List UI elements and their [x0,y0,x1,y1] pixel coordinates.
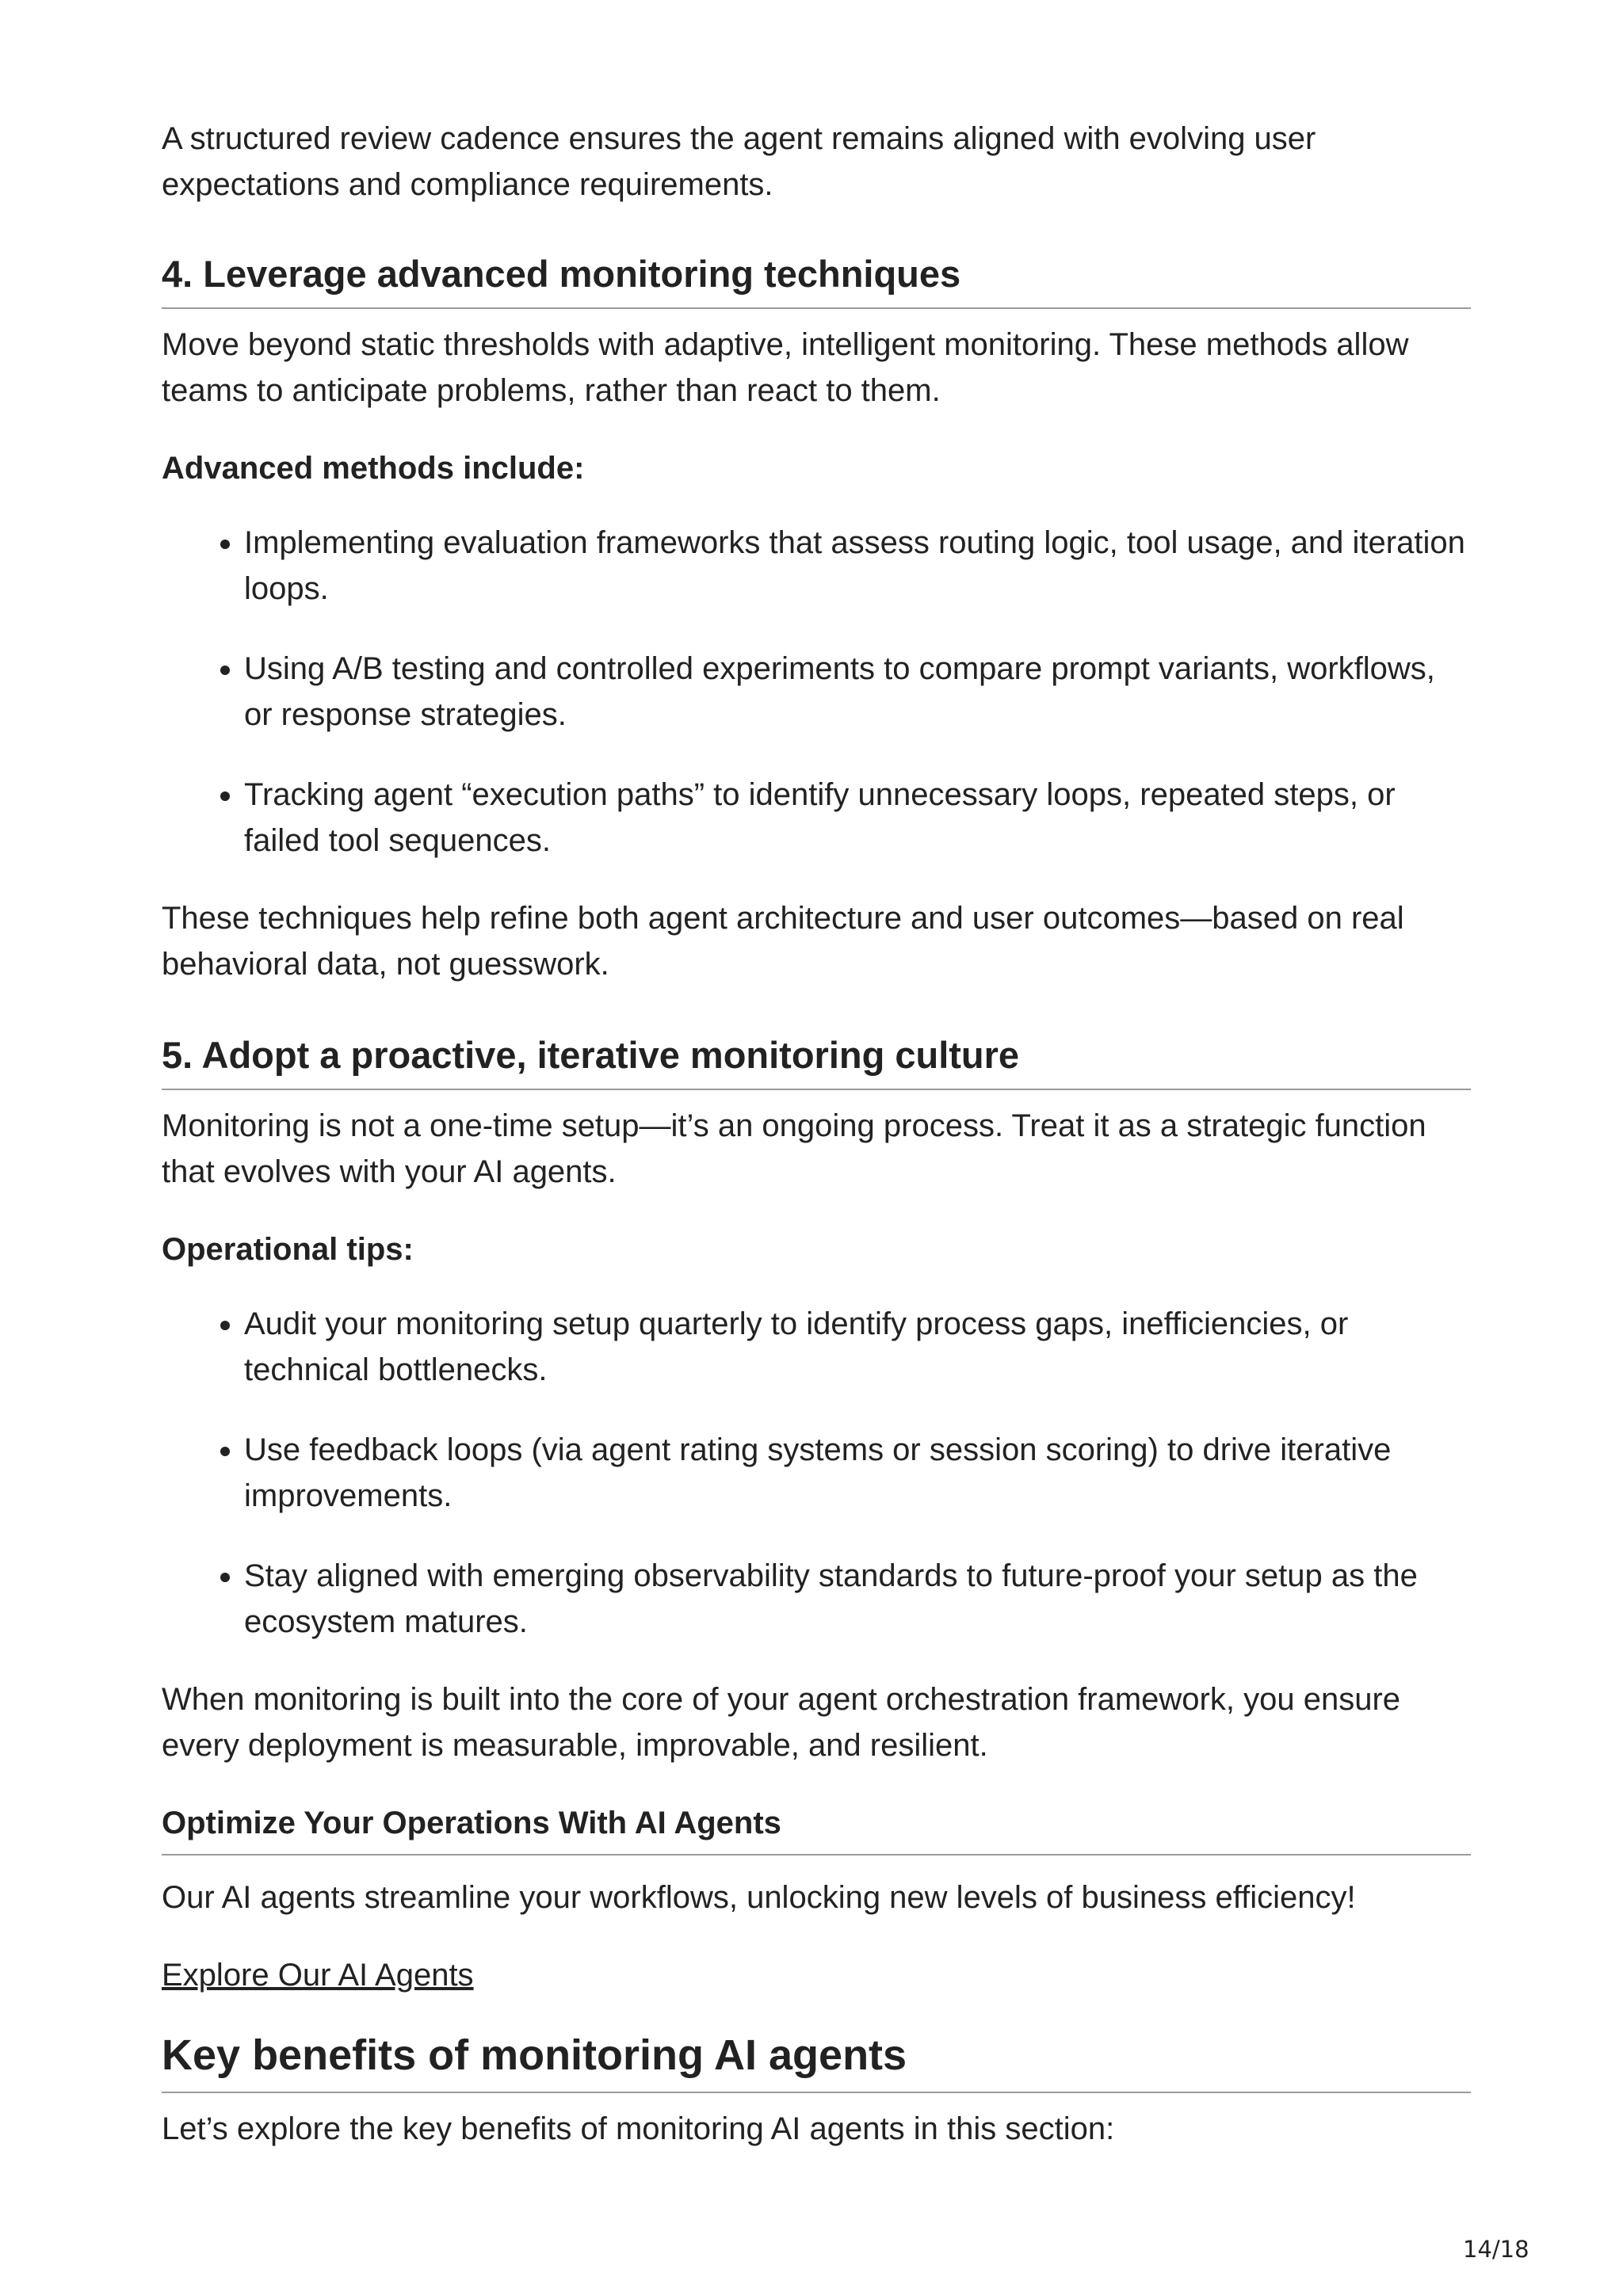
list-item: • Audit your monitoring setup quarterly to identify process gaps, inefficiencies, or technical bottlenecks. [244,1301,1471,1393]
section5-bullet-list [162,1301,1471,1645]
section4-bullet-list [162,520,1471,864]
list-item: • Tracking agent “execution paths” to identify unnecessary loops, repeated steps, or failed tool sequences. [244,772,1471,864]
list-item: • Stay aligned with emerging observability standards to future-proof your setup as the ecosystem matures. [244,1553,1471,1645]
list-item: • Using A/B testing and controlled experiments to compare prompt variants, workflows, or response strategies. [244,646,1471,738]
document-body [162,116,1471,2183]
list-item: • Implementing evaluation frameworks that assess routing logic, tool usage, and iteration loops. [244,520,1471,612]
section5-intro: Monitoring is not a one-time setup—it’s an ongoing process. Treat it as a strategic function that evolves with your AI agents. [162,1108,1426,1189]
cta-heading: Optimize Your Operations With AI Agents [162,1803,1471,1855]
section5-heading: 5. Adopt a proactive, iterative monitoring culture [162,1033,1471,1090]
section4-subheading: Advanced methods include: [162,451,585,486]
page-number: 14/18 [1463,2236,1529,2263]
section4-closing: These techniques help refine both agent architecture and user outcomes—based on real behavioral data, not guesswork. [162,901,1404,982]
section4-intro: Move beyond static thresholds with adaptive, intelligent monitoring. These methods allow teams to anticipate problems, rather than react to them. [162,327,1409,408]
cta-text: Our AI agents streamline your workflows, unlocking new levels of business efficiency! [162,1880,1356,1915]
section4-heading: 4. Leverage advanced monitoring techniques [162,252,1471,309]
list-item: • Use feedback loops (via agent rating systems or session scoring) to drive iterative improvements. [244,1427,1471,1519]
intro-paragraph: A structured review cadence ensures the agent remains aligned with evolving user expectations and compliance requirements. [162,121,1316,202]
section5-closing: When monitoring is built into the core of your agent orchestration framework, you ensure every deployment is measurable, improvable, and resilient. [162,1682,1401,1763]
explore-ai-agents-link[interactable]: Explore Our AI Agents [162,1958,474,1993]
benefits-intro: Let’s explore the key benefits of monitoring AI agents in this section: [162,2111,1115,2146]
cta-link-container [162,1952,1471,1998]
section5-subheading: Operational tips: [162,1232,414,1267]
benefits-heading: Key benefits of monitoring AI agents [162,2030,1471,2093]
